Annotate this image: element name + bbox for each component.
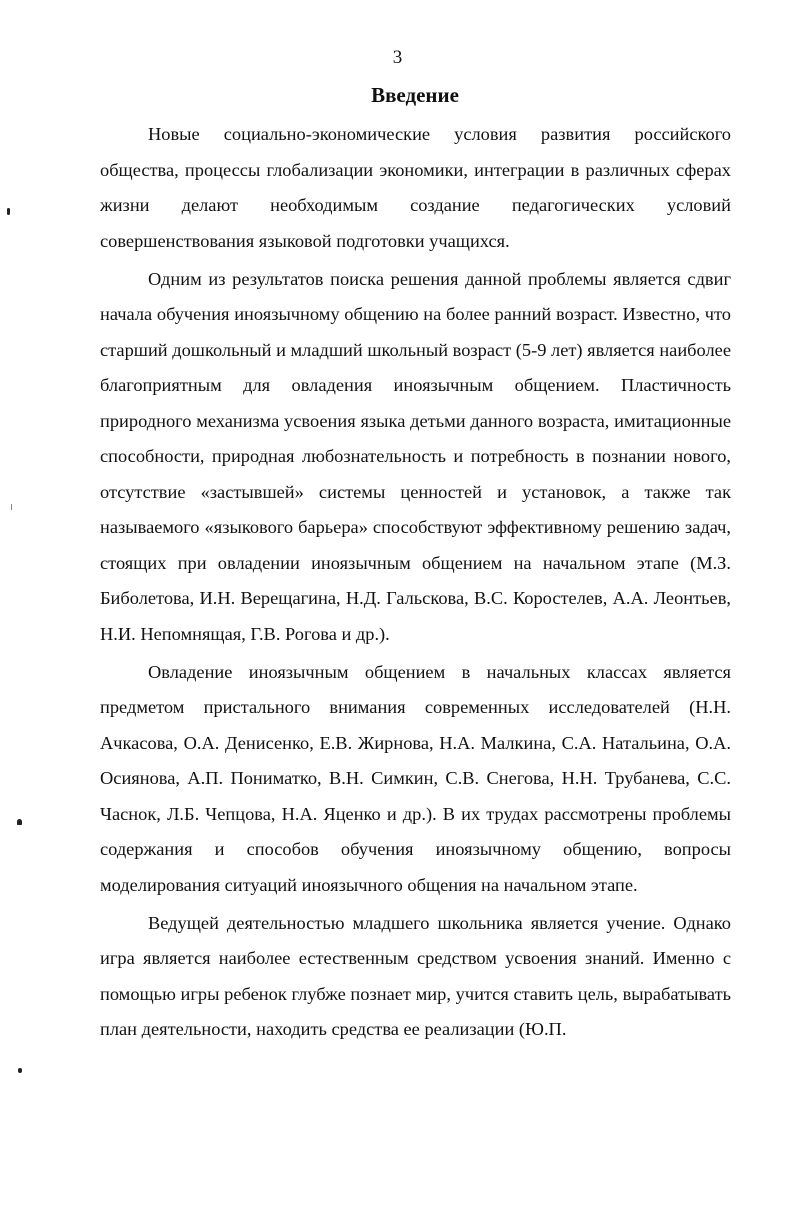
paragraph: Новые социально-экономические условия развития российского общества, процессы глобализации экономики, интеграции в различных сферах жизни делают необходимым создание педагогических условий совершенствования языковой подготовки учащихся. [100,124,731,251]
paragraph: Ведущей деятельностью младшего школьника является учение. Однако игра является наиболее естественным средством усвоения знаний. Именно с помощью игры ребенок глубже познает мир, учится ставить цель, вырабатывать план деятельности, находить средства ее реализации (Ю.П. [100,912,731,1039]
scan-speck [17,819,22,825]
paragraph: Овладение иноязычным общением в начальных классах является предметом пристального внимания современных исследователей (Н.Н. Ачкасова, О.А. Денисенко, Е.В. Жирнова, Н.А. Малкина, С.А. Натальина, О.А. Осиянова, А.П. Пониматко, В.Н. Симкин, С.В. Снегова, Н.Н. Трубанева, С.С. Часнок, Л.Б. Чепцова, Н.А. Яценко и др.). В их трудах рассмотрены проблемы содержания и способов обучения иноязычному общению, вопросы моделирования ситуаций иноязычного общения на начальном этапе. [100,661,731,895]
section-title: Введение [371,83,459,107]
body-text [100,117,731,1050]
scan-speck [7,208,10,215]
scan-speck [11,504,12,510]
page-number: 3 [392,47,403,68]
scan-speck [18,1068,22,1073]
paragraph: Одним из результатов поиска решения данной проблемы является сдвиг начала обучения иноязычному общению на более ранний возраст. Известно, что старший дошкольный и младший школьный возраст (5-9 лет) является наиболее благоприятным для овладения иноязычным общением. Пластичность природного механизма усвоения языка детьми данного возраста, имитационные способности, природная любознательность и потребность в познании нового, отсутствие «застывшей» системы ценностей и установок, а также так называемого «языкового барьера» способствуют эффективному решению задач, стоящих при овладении иноязычным общением на начальном этапе (М.З. Биболетова, И.Н. Верещагина, Н.Д. Гальскова, В.С. Коростелев, А.А. Леонтьев, Н.И. Непомнящая, Г.В. Рогова и др.). [100,268,731,644]
